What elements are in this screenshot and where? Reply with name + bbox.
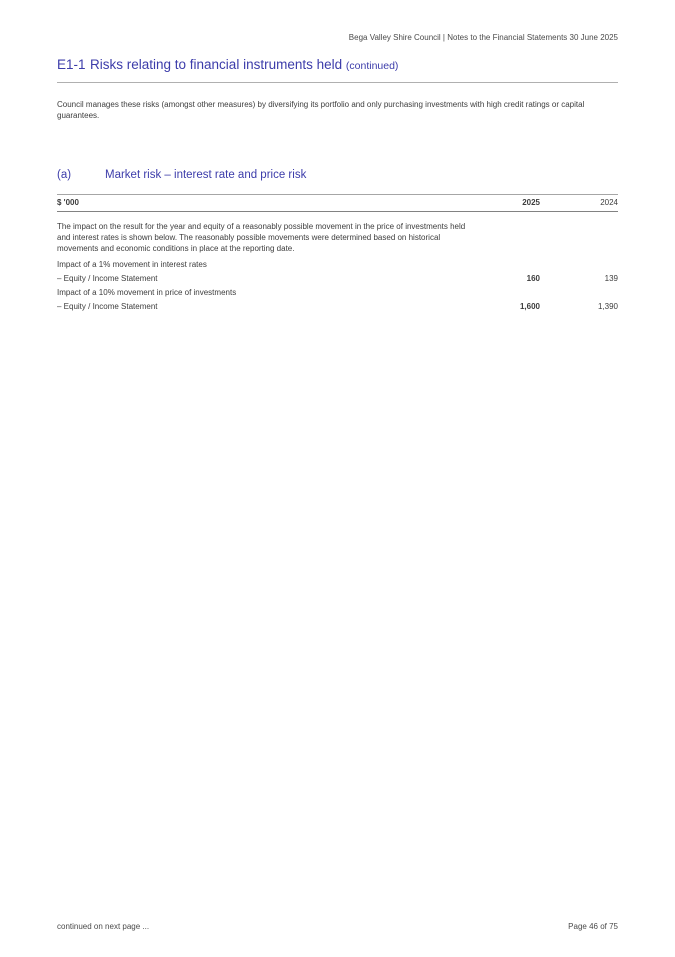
row-label: – Equity / Income Statement xyxy=(57,274,158,283)
row-label: Impact of a 1% movement in interest rates xyxy=(57,260,207,269)
table-row xyxy=(57,258,618,272)
row-label: – Equity / Income Statement xyxy=(57,302,158,311)
row-value-2025: 1,600 xyxy=(519,302,540,311)
note-title xyxy=(57,56,618,75)
intro-paragraph: Council manages these risks (amongst other measures) by diversifying its portfolio and only purchasing investments with high credit ratings or capital guarantees. xyxy=(57,100,585,120)
section-label: (a) xyxy=(57,169,72,181)
note-title-text: Risks relating to financial instruments held xyxy=(90,57,343,72)
table-row xyxy=(57,286,618,300)
financial-table xyxy=(57,194,618,314)
running-header: Bega Valley Shire Council | Notes to the Financial Statements 30 June 2025 xyxy=(348,33,618,42)
page-footer xyxy=(57,922,618,932)
table-row xyxy=(57,300,618,314)
table-col-2025: 2025 xyxy=(522,198,540,207)
footer-continued-note: continued on next page ... xyxy=(57,922,150,931)
row-value-2024: 1,390 xyxy=(597,302,618,311)
table-row xyxy=(57,272,618,286)
section-heading xyxy=(57,168,618,183)
row-value-2025: 160 xyxy=(526,274,540,283)
row-value-2024 xyxy=(540,258,618,272)
note-title-suffix: (continued) xyxy=(345,60,399,72)
section-title-text: Market risk – interest rate and price risk xyxy=(105,169,307,181)
page-content xyxy=(57,0,618,314)
table-col-2024: 2024 xyxy=(600,198,618,207)
row-label: Impact of a 10% movement in price of investments xyxy=(57,288,237,297)
table-header-row xyxy=(57,194,618,212)
row-value-2025 xyxy=(460,258,540,272)
footer-page-number: Page 46 of 75 xyxy=(568,922,618,931)
note-code: E1-1 xyxy=(57,57,86,72)
table-description: The impact on the result for the year and equity of a reasonably possible movement in the price of investments held and interest rates is shown below. The reasonably possible movements were determined based on historical movements and economic conditions in place at the reporting date. xyxy=(57,222,466,253)
row-value-2025 xyxy=(460,286,540,300)
title-divider xyxy=(57,82,618,83)
table-unit-header: $ '000 xyxy=(57,198,79,207)
row-value-2024: 139 xyxy=(604,274,618,283)
row-value-2024 xyxy=(540,286,618,300)
